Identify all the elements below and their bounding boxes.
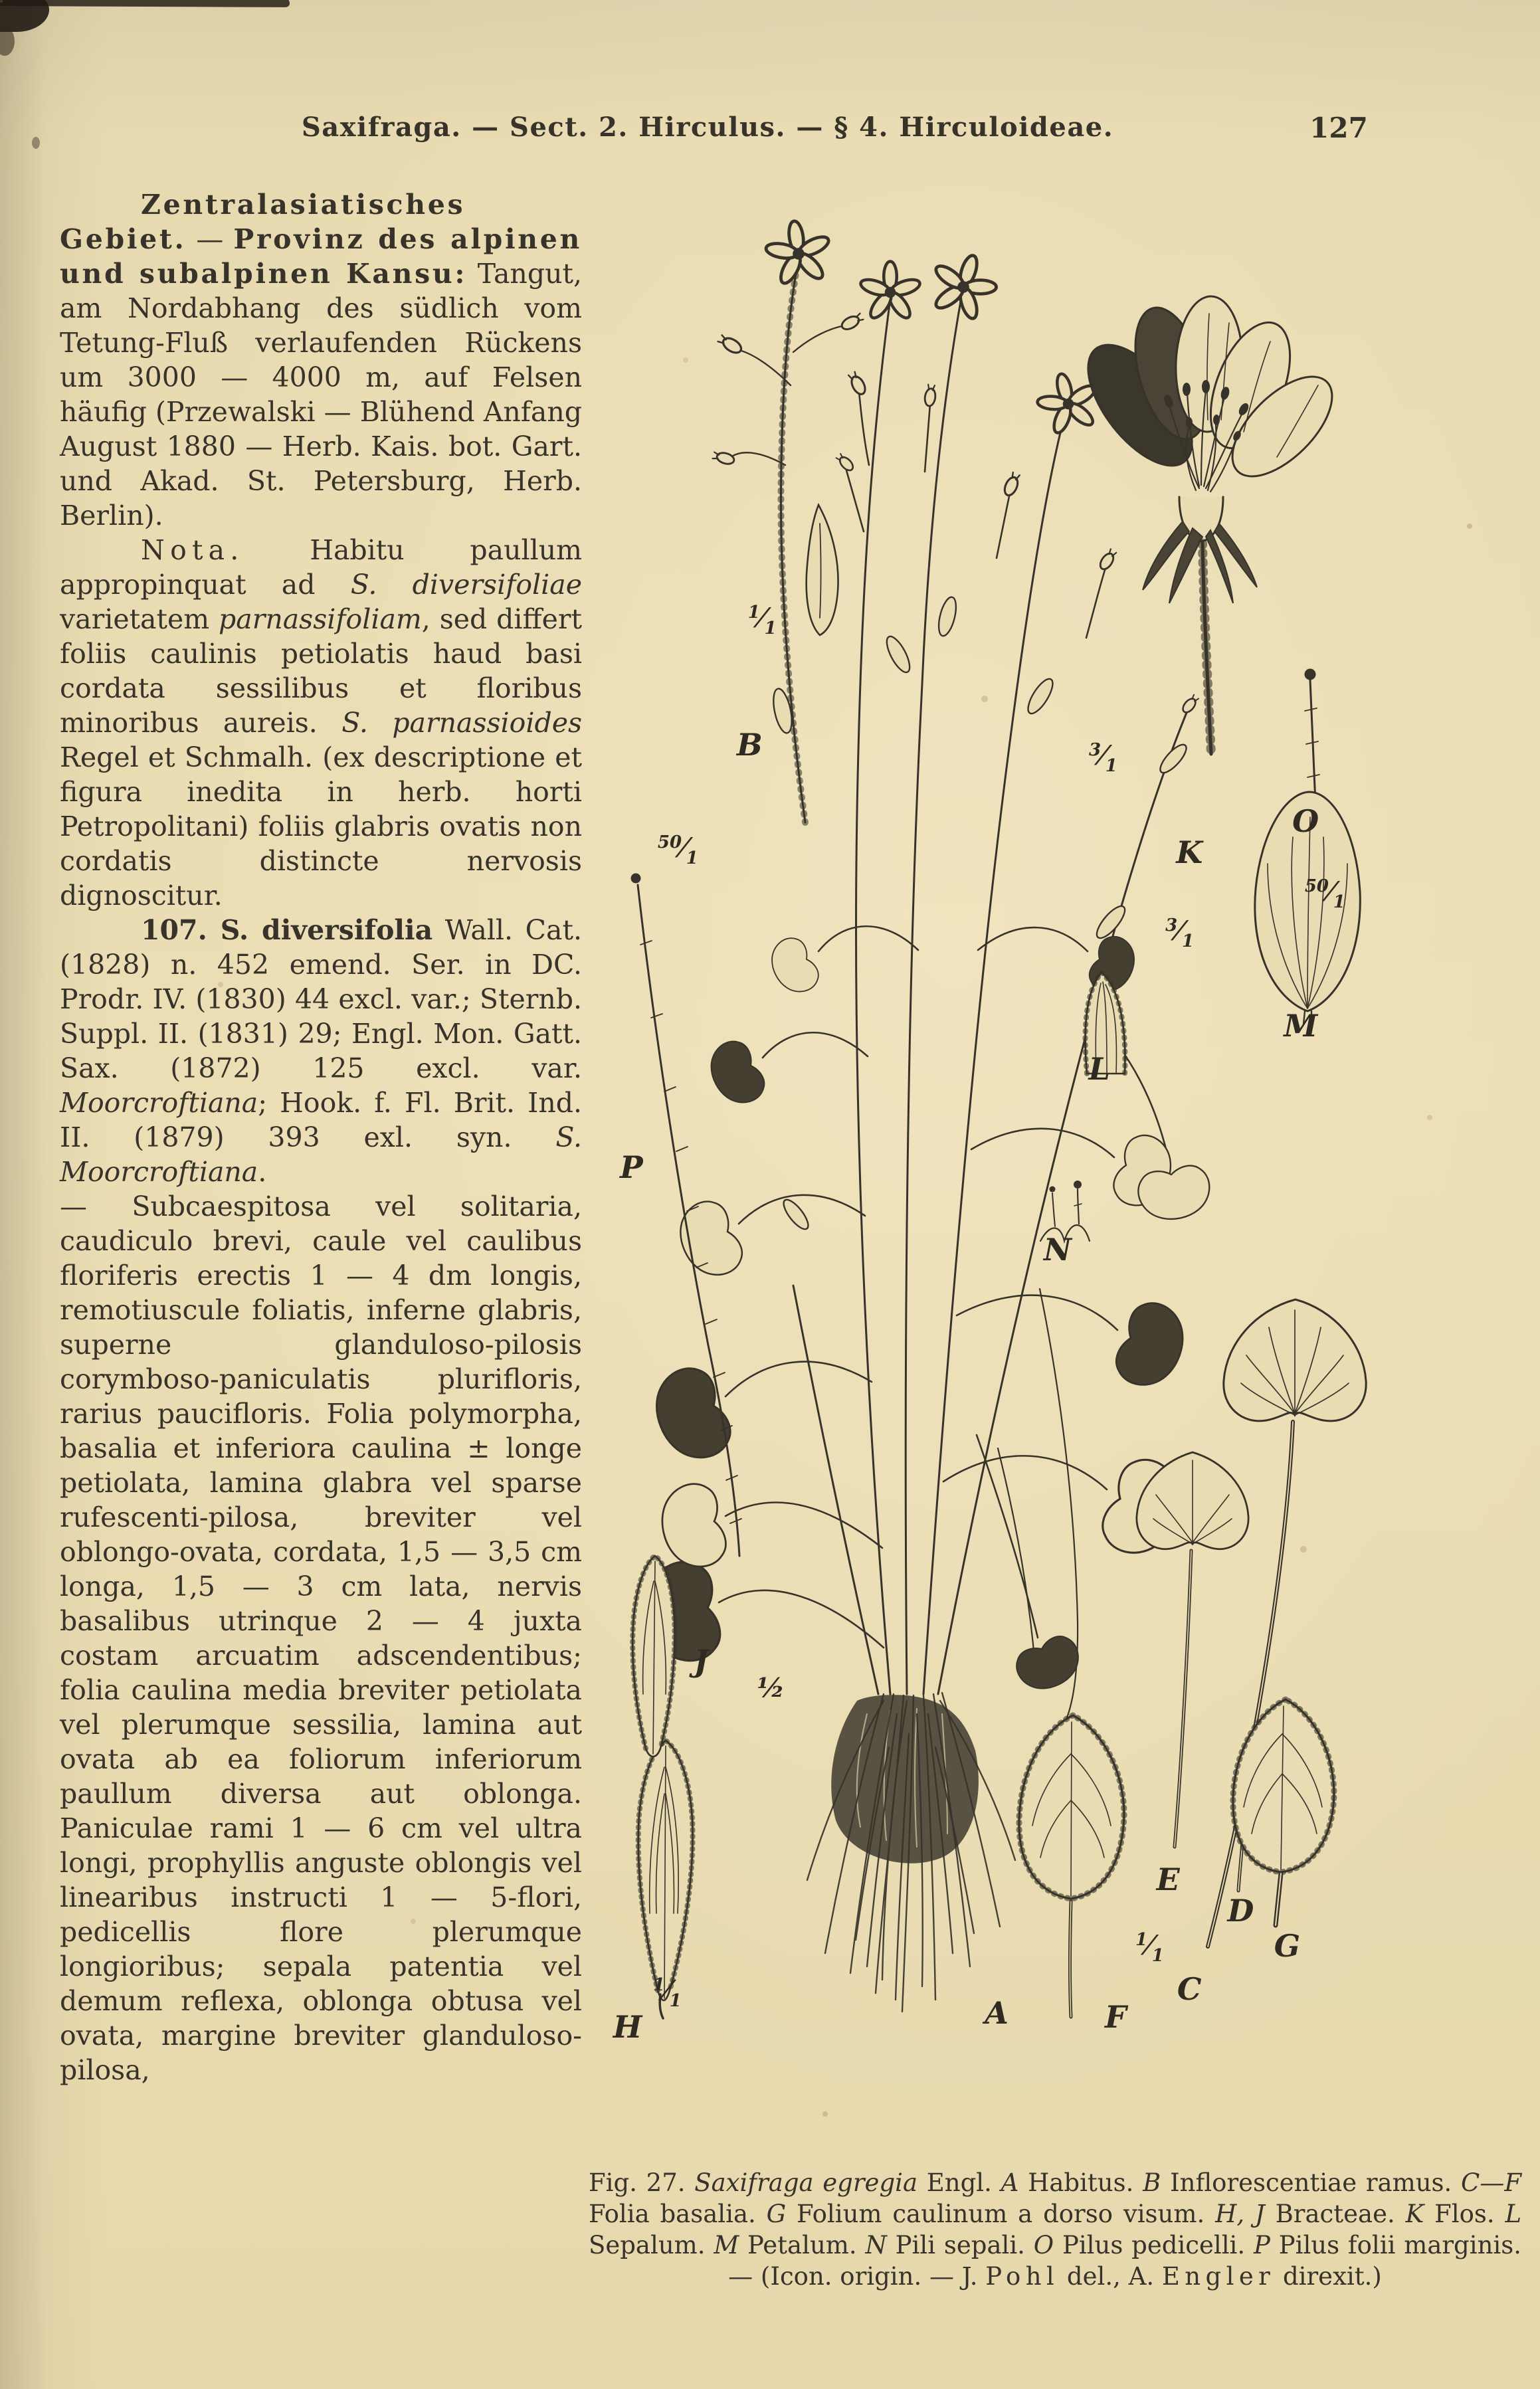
text-segment: Petalum. (739, 2231, 866, 2259)
text-segment: del., A. (1059, 2262, 1162, 2291)
figure-label-L: L (1088, 1051, 1110, 1088)
text-segment: A (1001, 2168, 1019, 2197)
text-segment: G (766, 2200, 787, 2228)
figure-label-3-1: $^3⁄_1$ (1165, 915, 1195, 951)
figure-label-1-1: $^1⁄_1$ (652, 1975, 682, 2012)
text-segment: Habitu paullum appropinquat ad (60, 534, 582, 601)
figure-label-B: B (736, 726, 763, 763)
text-segment: N (865, 2231, 887, 2259)
text-segment: O (1033, 2231, 1054, 2259)
text-segment: Folia basalia. (589, 2200, 767, 2228)
figure-caption (589, 2167, 1521, 2292)
text-segment: Habitus. (1018, 2168, 1143, 2197)
figure-label-N: N (1043, 1232, 1072, 1268)
text-segment: Saxifraga egregia (694, 2168, 918, 2197)
text-segment: Tangut, am Nordabhang des südlich vom Tetung-Fluß verlaufenden Rückens um 3000 — 4000 m, auf Felsen häufig (Przewalski — Blühend Anfang August 1880 — Herb. Kais. bot. Gart. und Akad. St. Petersburg, Herb. Berlin). (60, 258, 582, 531)
figure-label-1-1: $^1⁄_1$ (1135, 1930, 1164, 1966)
paragraph-distribution (60, 187, 582, 533)
figure-label-D: D (1227, 1892, 1254, 1929)
text-column (60, 187, 582, 2087)
text-segment: Pilus pedicelli. (1054, 2231, 1254, 2259)
text-segment: varietatem (60, 603, 219, 635)
text-segment: Engl. (917, 2168, 1001, 2197)
text-segment: parnassifoliam (219, 603, 422, 635)
figure-label-3-1: $^3⁄_1$ (1089, 740, 1117, 777)
paragraph-description (60, 1189, 582, 2087)
figure-label-P: P (620, 1149, 643, 1186)
text-segment: H, J (1215, 2200, 1265, 2228)
figure-label-C: C (1177, 1971, 1202, 2008)
text-segment: — (186, 223, 234, 255)
text-segment: P (1253, 2231, 1270, 2259)
running-header: Saxifraga. — Sect. 2. Hirculus. — § 4. Hirculoideae. (301, 112, 1114, 143)
text-segment: Fig. 27. (589, 2168, 695, 2197)
text-segment: Engler (1161, 2262, 1276, 2291)
figure-label-G: G (1274, 1928, 1301, 1964)
figure-label-O: O (1292, 803, 1319, 840)
text-segment: — Subcaespitosa vel solitaria, caudiculo brevi, caule vel caulibus floriferis erectis 1 — 4 dm longis, remotiuscule foliatis, inferne glabris, superne glanduloso-pilosis corymboso-paniculatis plurifloris, rarius paucifloris. Folia polymorpha, basalia et inferiora caulina ± longe petiolata, lamina glabra vel sparse rufescenti-pilosa, breviter vel oblongo-ovata, cordata, 1,5 — 3,5 cm longa, 1,5 — 3 cm lata, nervis basalibus utrinque 2 — 4 juxta costam arcuatim adscendentibus; folia caulina media breviter petiolata vel plerumque sessilia, lamina aut ovata ab ea foliorum inferiorum paullum diversa aut oblonga. Paniculae rami 1 — 6 cm vel ultra longi, prophyllis anguste oblongis vel linearibus instructi 1 — 5-flori, pedicellis flore plerumque longioribus; sepala patentia vel demum reflexa, oblonga obtusa vel ovata, margine breviter glanduloso-pilosa, (60, 1191, 582, 2086)
text-segment: Moorcroftiana (60, 1087, 258, 1119)
text-segment: Folium caulinum a dorso visum. (786, 2200, 1216, 2228)
figure-label-1-1: $^1⁄_1$ (747, 603, 777, 639)
text-segment: Nota. (141, 534, 244, 566)
figure-27-panel (571, 186, 1540, 2152)
figure-label-F: F (1105, 1998, 1127, 2035)
text-segment: direxit.) (1275, 2262, 1382, 2291)
text-segment: Inflorescentiae ramus. (1161, 2168, 1462, 2197)
text-segment: Pili sepali. (886, 2231, 1034, 2259)
paragraph-nota (60, 533, 582, 913)
text-segment: S. diversifoliae (350, 569, 582, 601)
text-segment: S. parnassioides (341, 707, 582, 739)
figure-label-½: ½ (757, 1672, 785, 1704)
text-segment: Bracteae. (1264, 2200, 1406, 2228)
text-segment: Regel et Schmalh. (ex descriptione et figura inedita in herb. horti Petropolitani) foliis glabris ovatis non cordatis distincte nervosis dignoscitur. (60, 741, 582, 911)
text-segment: 107. S. diversifolia (141, 914, 433, 946)
text-segment: M (714, 2231, 739, 2259)
figure-label-H: H (613, 2008, 642, 2045)
text-segment: Provinz des alpinen und subalpinen Kansu: (60, 223, 582, 290)
figure-label-M: M (1284, 1007, 1318, 1044)
text-segment: L (1505, 2200, 1522, 2228)
scan-speck-artifact (32, 137, 40, 149)
text-segment: Flos. (1424, 2200, 1505, 2228)
text-segment: ; Hook. f. Fl. Brit. Ind. II. (1879) 393 exl. syn. (60, 1087, 582, 1153)
figure-label-A: A (985, 1994, 1009, 2031)
text-segment: , sed differt foliis caulinis petiolatis haud basi cordata sessilibus et floribus minoribus aureis. (60, 603, 582, 739)
paper-foxing-spots (0, 0, 3, 3)
text-segment: Sepalum. (589, 2231, 714, 2259)
figure-label-50-1: $^{50}⁄_1$ (657, 832, 698, 869)
text-segment: S. Moorcroftiana (60, 1121, 582, 1188)
text-segment: Zentralasiatisches Gebiet. (60, 189, 466, 255)
text-segment: Pilus folii marginis. — (Icon. origin. — J. (728, 2231, 1521, 2291)
figure-label-E: E (1156, 1861, 1180, 1897)
figure-label-layer (571, 186, 1540, 2152)
text-segment: K (1405, 2200, 1424, 2228)
figure-label-K: K (1176, 834, 1203, 871)
text-segment: . (258, 1156, 267, 1188)
figure-label-J: J (694, 1643, 709, 1679)
text-segment: Pohl (985, 2262, 1060, 2291)
text-segment: C—F (1461, 2168, 1521, 2197)
page-number: 127 (1309, 112, 1368, 144)
text-segment: Wall. Cat. (1828) n. 452 emend. Ser. in DC. Prodr. IV. (1830) 44 excl. var.; Sternb. Suppl. II. (1831) 29; Engl. Mon. Gatt. Sax. (1872) 125 excl. var. (60, 914, 583, 1084)
figure-label-50-1: $^{50}⁄_1$ (1304, 876, 1345, 912)
text-segment: B (1143, 2168, 1161, 2197)
paragraph-species-heading (60, 913, 582, 1189)
